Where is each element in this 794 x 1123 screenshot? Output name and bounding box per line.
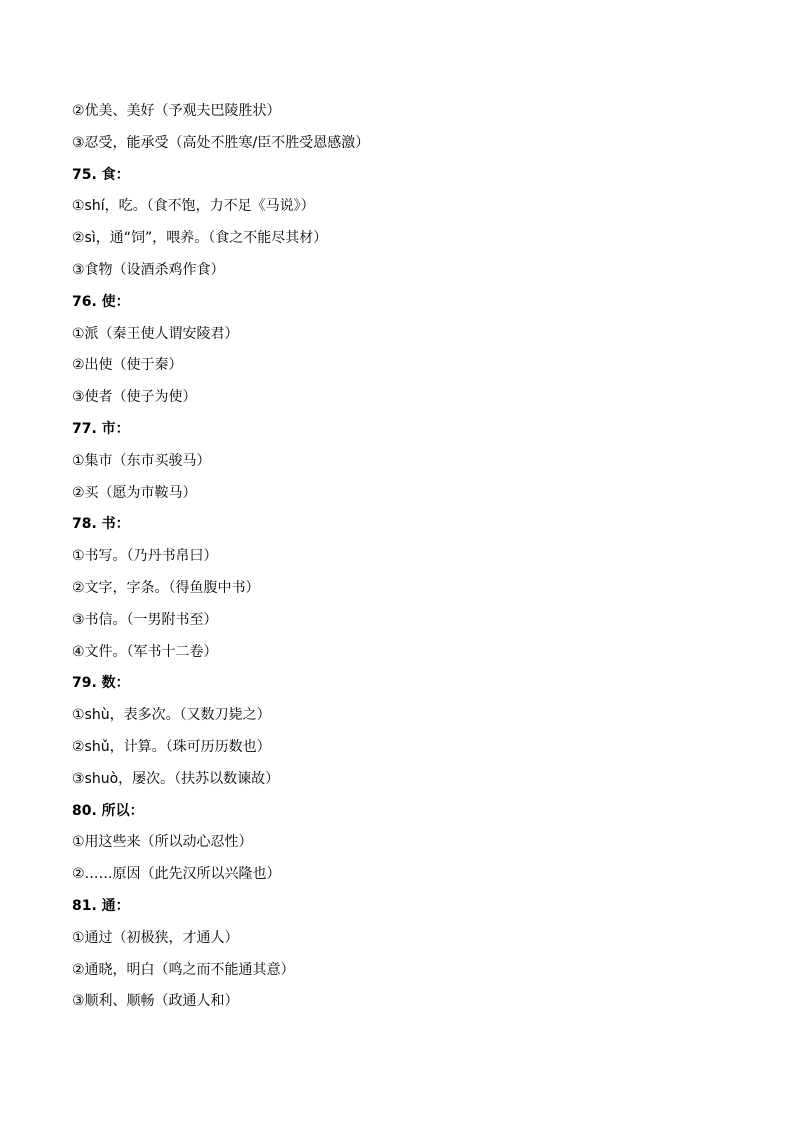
sense-line: ②sì，通“饲”，喂养。（食之不能尽其材） <box>72 230 328 247</box>
sense-line: ①通过（初极狭，才通人） <box>72 929 239 946</box>
sense-line: ②……原因（此先汉所以兴隆也） <box>72 866 281 883</box>
sense-line: ②shǔ，计算。（珠可历历数也） <box>72 738 271 755</box>
entry-heading: 75. 食： <box>72 166 130 183</box>
sense-line: ③shuò，屡次。（扶苏以数谏故） <box>72 770 280 787</box>
sense-line: ①用这些来（所以动心忍性） <box>72 834 253 851</box>
sense-line: ②出使（使于秦） <box>72 357 183 374</box>
sense-line: ③使者（使子为使） <box>72 389 197 406</box>
document-page <box>72 96 722 1018</box>
sense-line: ②优美、美好（予观夫巴陵胜状） <box>72 103 281 119</box>
sense-line: ③忍受，能承受（高处不胜寒/臣不胜受恩感激） <box>72 134 370 151</box>
sense-line: ②文字，字条。（得鱼腹中书） <box>72 579 260 596</box>
sense-line: ②通晓，明白（鸣之而不能通其意） <box>72 961 295 978</box>
sense-line: ③书信。（一男附书至） <box>72 611 218 628</box>
entry-heading: 76. 使： <box>72 293 130 310</box>
sense-line: ④文件。（军书十二卷） <box>72 643 218 660</box>
sense-line: ①shù，表多次。（又数刀毙之） <box>72 707 271 724</box>
sense-line: ①派（秦王使人谓安陵君） <box>72 325 239 342</box>
sense-line: ①书写。（乃丹书帛曰） <box>72 548 218 565</box>
sense-line: ①集市（东市买骏马） <box>72 452 211 469</box>
entry-heading: 81. 通： <box>72 897 130 914</box>
entry-heading: 79. 数： <box>72 675 130 692</box>
entry-heading: 78. 书： <box>72 516 130 533</box>
sense-line: ②买（愿为市鞍马） <box>72 484 197 501</box>
sense-line: ③食物（设酒杀鸡作食） <box>72 261 225 278</box>
entry-heading: 80. 所以： <box>72 802 144 819</box>
sense-line: ①shí，吃。（食不饱，力不足《马说》） <box>72 198 315 215</box>
entry-heading: 77. 市： <box>72 420 130 437</box>
sense-line: ③顺利、顺畅（政通人和） <box>72 993 239 1010</box>
